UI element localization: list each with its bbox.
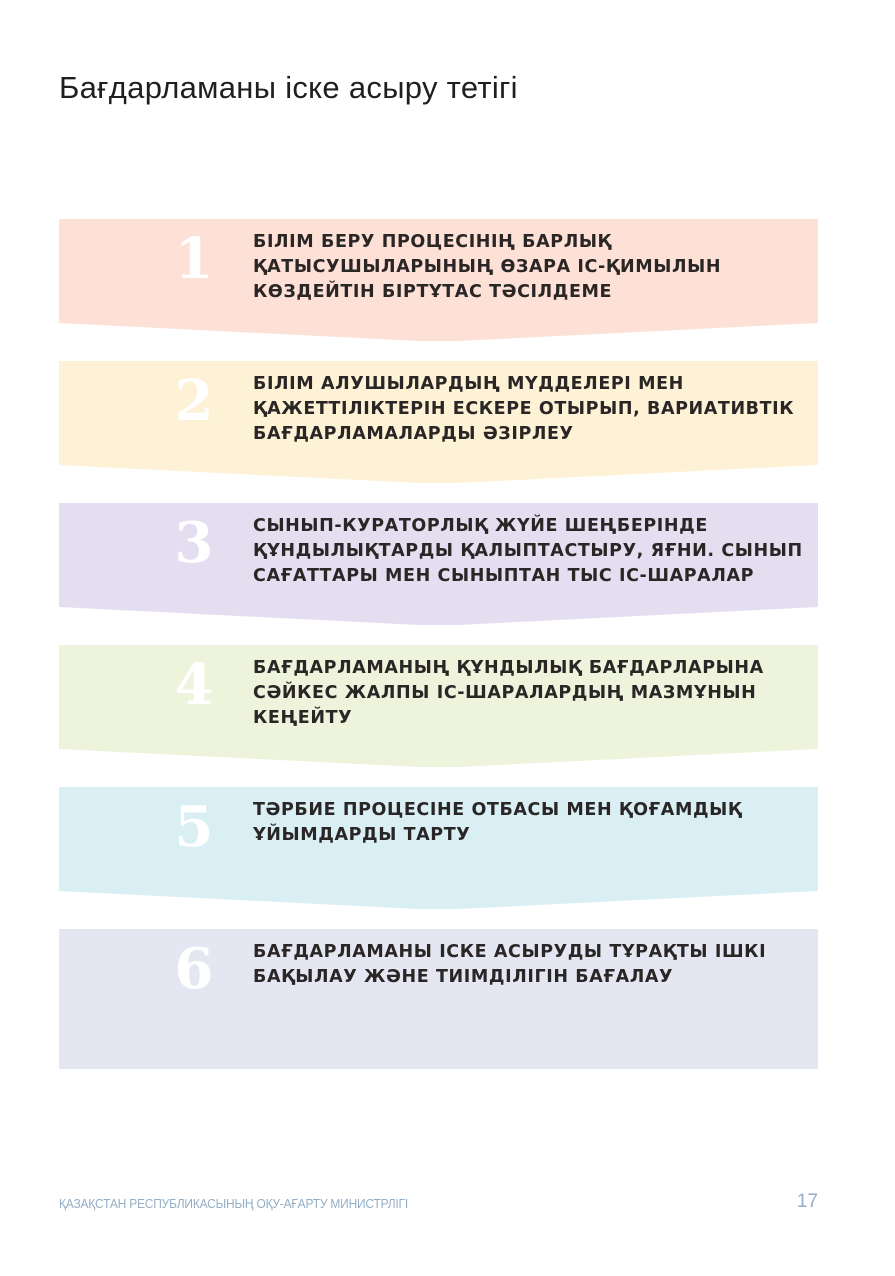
step-3	[59, 503, 818, 625]
step-text: БІЛІМ БЕРУ ПРОЦЕСІНІҢ БАРЛЫҚ ҚАТЫСУШЫЛАРЫНЫҢ ӨЗАРА ІС-ҚИМЫЛЫН КӨЗДЕЙТІН БІРТҰТАС ТӘСІЛДЕМЕ	[253, 232, 722, 302]
step-number: 6	[174, 936, 214, 1002]
step-text: БІЛІМ АЛУШЫЛАРДЫҢ МҮДДЕЛЕРІ МЕН ҚАЖЕТТІЛІКТЕРІН ЕСКЕРЕ ОТЫРЫП, ВАРИАТИВТІК БАҒДАРЛАМАЛАРДЫ ӘЗІРЛЕУ	[253, 374, 795, 444]
step-1	[59, 219, 818, 341]
step-text: БАҒДАРЛАМАНЫҢ ҚҰНДЫЛЫҚ БАҒДАРЛАРЫНА СӘЙКЕС ЖАЛПЫ ІС-ШАРАЛАРДЫҢ МАЗМҰНЫН КЕҢЕЙТУ	[253, 658, 764, 728]
step-number: 5	[174, 794, 214, 860]
step-2	[59, 361, 818, 483]
step-text: БАҒДАРЛАМАНЫ ІСКЕ АСЫРУДЫ ТҰРАҚТЫ ІШКІ БАҚЫЛАУ ЖӘНЕ ТИІМДІЛІГІН БАҒАЛАУ	[253, 942, 767, 987]
step-number: 1	[174, 226, 214, 292]
footer-ministry: ҚАЗАҚСТАН РЕСПУБЛИКАСЫНЫҢ ОҚУ-АҒАРТУ МИНИСТРЛІГІ	[59, 1196, 408, 1211]
step-5	[59, 787, 818, 909]
page-title: Бағдарламаны іске асыру тетігі	[59, 70, 518, 105]
step-text: ТӘРБИЕ ПРОЦЕСІНЕ ОТБАСЫ МЕН ҚОҒАМДЫҚ ҰЙЫМДАРДЫ ТАРТУ	[253, 800, 743, 845]
step-number: 4	[174, 652, 214, 718]
step-4	[59, 645, 818, 767]
step-number: 2	[174, 368, 214, 434]
step-6	[59, 929, 818, 1069]
page-number: 17	[796, 1191, 818, 1212]
step-text: СЫНЫП-КУРАТОРЛЫҚ ЖҮЙЕ ШЕҢБЕРІНДЕ ҚҰНДЫЛЫҚТАРДЫ ҚАЛЫПТАСТЫРУ, ЯҒНИ. СЫНЫП САҒАТТАРЫ МЕН СЫНЫПТАН ТЫС ІС-ШАРАЛАР	[253, 516, 803, 586]
step-number: 3	[174, 510, 214, 576]
